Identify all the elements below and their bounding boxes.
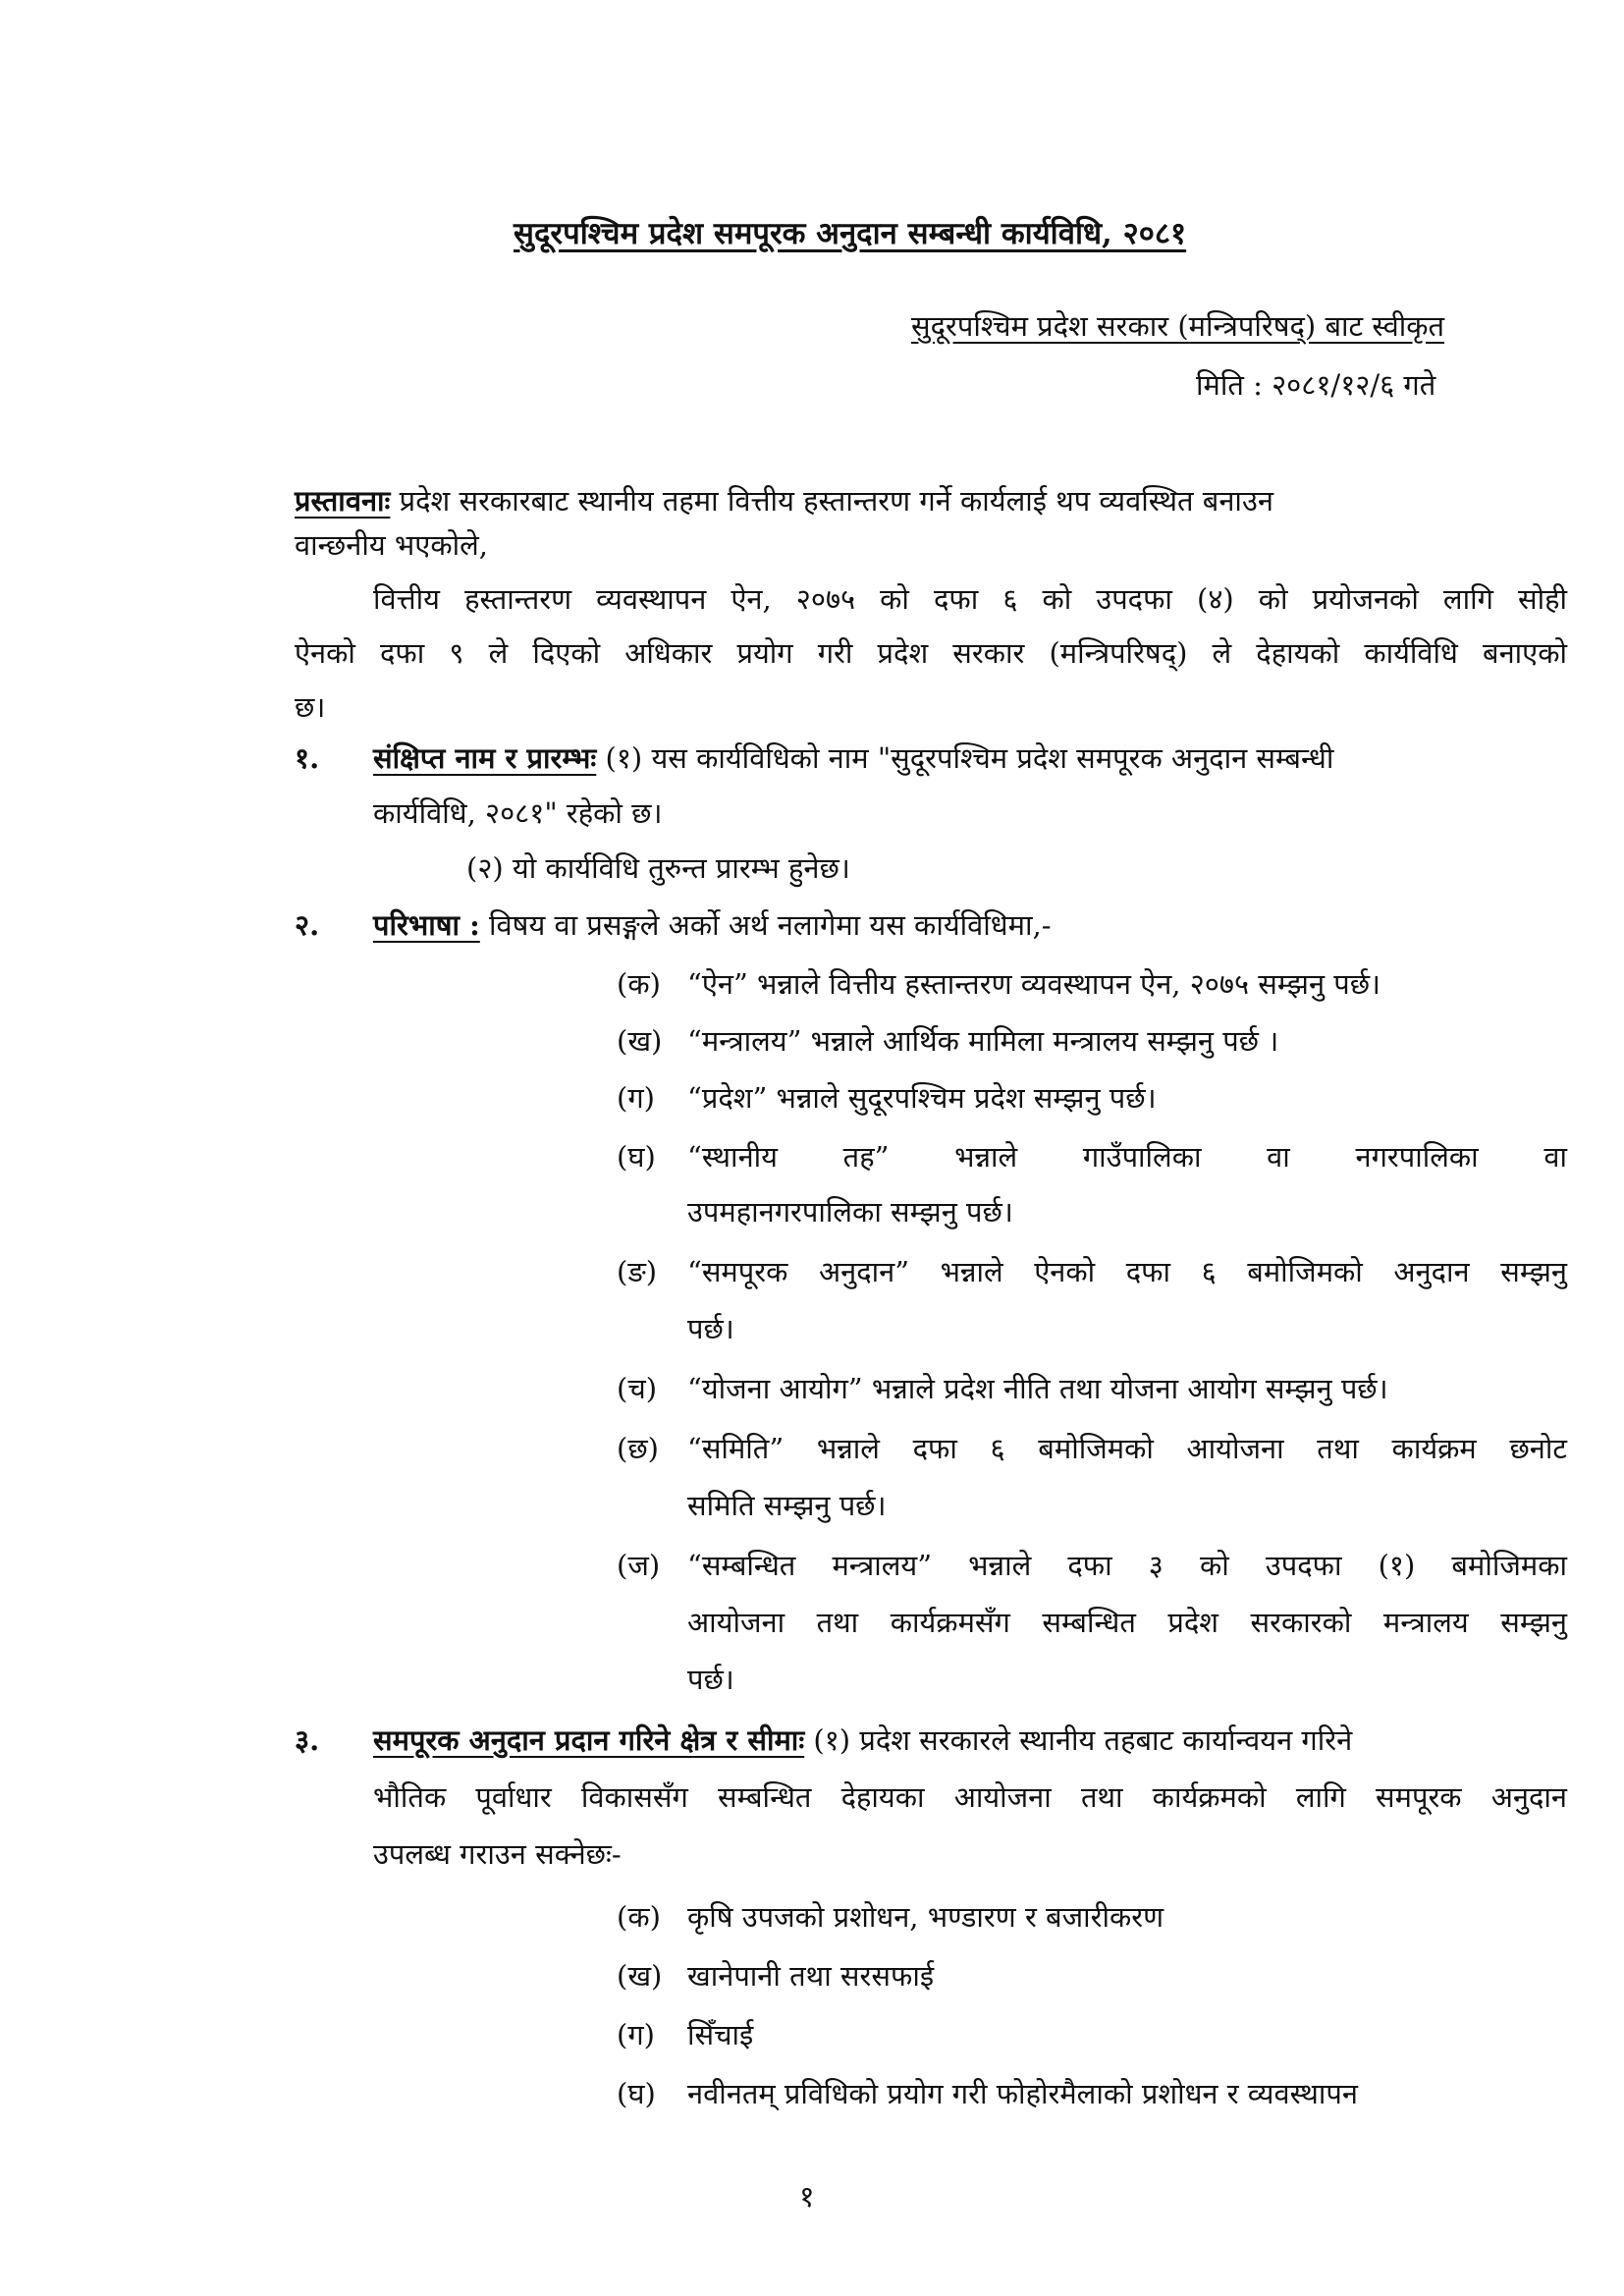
section-3-line-3: उपलब्ध गराउन सक्नेछः-	[373, 1837, 622, 1871]
section-3-text-1: (१) प्रदेश सरकारले स्थानीय तहबाट कार्यान्वयन गरिने	[813, 1723, 1353, 1757]
section-2-intro: विषय वा प्रसङ्गले अर्को अर्थ नलागेमा यस कार्यविधिमा,-	[489, 908, 1052, 942]
preamble-line-3: वित्तीय हस्तान्तरण व्यवस्थापन ऐन, २०७५ को दफा ६ को उपदफा (४) को प्रयोजनको लागि सोही	[373, 582, 1567, 616]
preamble-heading: प्रस्तावनाः	[295, 484, 391, 518]
definition-label: (छ)	[617, 1432, 659, 1465]
definition-label: (ग)	[617, 1081, 655, 1115]
preamble-text-1: प्रदेश सरकारबाट स्थानीय तहमा वित्तीय हस्तान्तरण गर्ने कार्यलाई थप व्यवस्थित बनाउन	[399, 484, 1273, 518]
definition-text: उपमहानगरपालिका सम्झनु पर्छ।	[687, 1195, 1013, 1229]
approval-note: सुदूरपश्चिम प्रदेश सरकार (मन्त्रिपरिषद्) बाट स्वीकृत	[911, 309, 1445, 343]
section-2-number: २.	[295, 908, 320, 942]
area-text: कृषि उपजको प्रशोधन, भण्डारण र बजारीकरण	[687, 1900, 1164, 1934]
definition-text: “मन्त्रालय” भन्नाले आर्थिक मामिला मन्त्रालय सम्झनु पर्छ ।	[687, 1024, 1279, 1058]
section-1-line-2: कार्यविधि, २०८१" रहेको छ।	[373, 796, 663, 830]
section-3-number: ३.	[295, 1723, 320, 1757]
section-1-number: १.	[295, 741, 320, 775]
section-1-text-1: (१) यस कार्यविधिको नाम "सुदूरपश्चिम प्रदेश समपूरक अनुदान सम्बन्धी	[605, 741, 1334, 775]
definition-text: “समिति” भन्नाले दफा ६ बमोजिमको आयोजना तथा कार्यक्रम छनोट	[687, 1432, 1567, 1465]
section-3-line-2: भौतिक पूर्वाधार विकाससँग सम्बन्धित देहायका आयोजना तथा कार्यक्रमको लागि समपूरक अनुदान	[373, 1780, 1567, 1814]
definition-label: (ङ)	[617, 1255, 658, 1288]
definition-text: आयोजना तथा कार्यक्रमसँग सम्बन्धित प्रदेश सरकारको मन्त्रालय सम्झनु	[687, 1606, 1567, 1639]
area-label: (ख)	[617, 1959, 663, 1993]
definition-text: “प्रदेश” भन्नाले सुदूरपश्चिम प्रदेश सम्झनु पर्छ।	[687, 1081, 1157, 1115]
document-title: सुदूरपश्चिम प्रदेश समपूरक अनुदान सम्बन्धी कार्यविधि, २०८१	[514, 216, 1187, 251]
preamble-line-4: ऐनको दफा ९ ले दिएको अधिकार प्रयोग गरी प्रदेश सरकार (मन्त्रिपरिषद्) ले देहायको कार्यविधि बनाएको	[295, 636, 1567, 670]
section-1-heading: संक्षिप्त नाम र प्रारम्भः	[373, 741, 597, 775]
area-text: नवीनतम् प्रविधिको प्रयोग गरी फोहोरमैलाको प्रशोधन र व्यवस्थापन	[687, 2077, 1358, 2110]
area-label: (ग)	[617, 2018, 655, 2051]
definition-label: (क)	[617, 967, 661, 1001]
section-1-line-3: (२) यो कार्यविधि तुरुन्त प्रारम्भ हुनेछ।	[466, 851, 850, 885]
preamble-line-1	[295, 481, 1567, 520]
definition-label: (घ)	[617, 1140, 656, 1174]
definition-text: “योजना आयोग” भन्नाले प्रदेश नीति तथा योजना आयोग सम्झनु पर्छ।	[687, 1372, 1388, 1405]
page-number: १	[799, 2180, 815, 2214]
area-text: सिँचाई	[687, 2018, 754, 2051]
definition-text: “ऐन” भन्नाले वित्तीय हस्तान्तरण व्यवस्थापन ऐन, २०७५ सम्झनु पर्छ।	[687, 967, 1381, 1001]
definition-text: “समपूरक अनुदान” भन्नाले ऐनको दफा ६ बमोजिमको अनुदान सम्झनु	[687, 1255, 1567, 1288]
section-3-line-1	[373, 1721, 1567, 1760]
section-2-heading: परिभाषा :	[373, 908, 480, 942]
section-2-line-1	[373, 905, 1052, 945]
area-label: (घ)	[617, 2077, 656, 2110]
definition-label: (ज)	[617, 1549, 661, 1582]
approval-date: मिति : २०८१/१२/६ गते	[1196, 368, 1436, 402]
definition-label: (च)	[617, 1372, 658, 1405]
definition-text: समिति सम्झनु पर्छ।	[687, 1489, 887, 1522]
area-label: (क)	[617, 1900, 661, 1934]
definition-label: (ख)	[617, 1024, 663, 1058]
section-3-heading: समपूरक अनुदान प्रदान गरिने क्षेत्र र सीमाः	[373, 1723, 805, 1757]
preamble-line-2: वान्छनीय भएकोले,	[295, 528, 488, 562]
definition-text: “स्थानीय तह” भन्नाले गाउँपालिका वा नगरपालिका वा	[687, 1140, 1567, 1174]
definition-text: “सम्बन्धित मन्त्रालय” भन्नाले दफा ३ को उपदफा (१) बमोजिमका	[687, 1549, 1567, 1582]
section-1-line-1	[373, 738, 1567, 778]
definition-text: पर्छ।	[687, 1312, 734, 1345]
area-text: खानेपानी तथा सरसफाई	[687, 1959, 935, 1993]
preamble-line-5: छ।	[295, 690, 326, 724]
definition-text: पर्छ।	[687, 1663, 734, 1696]
